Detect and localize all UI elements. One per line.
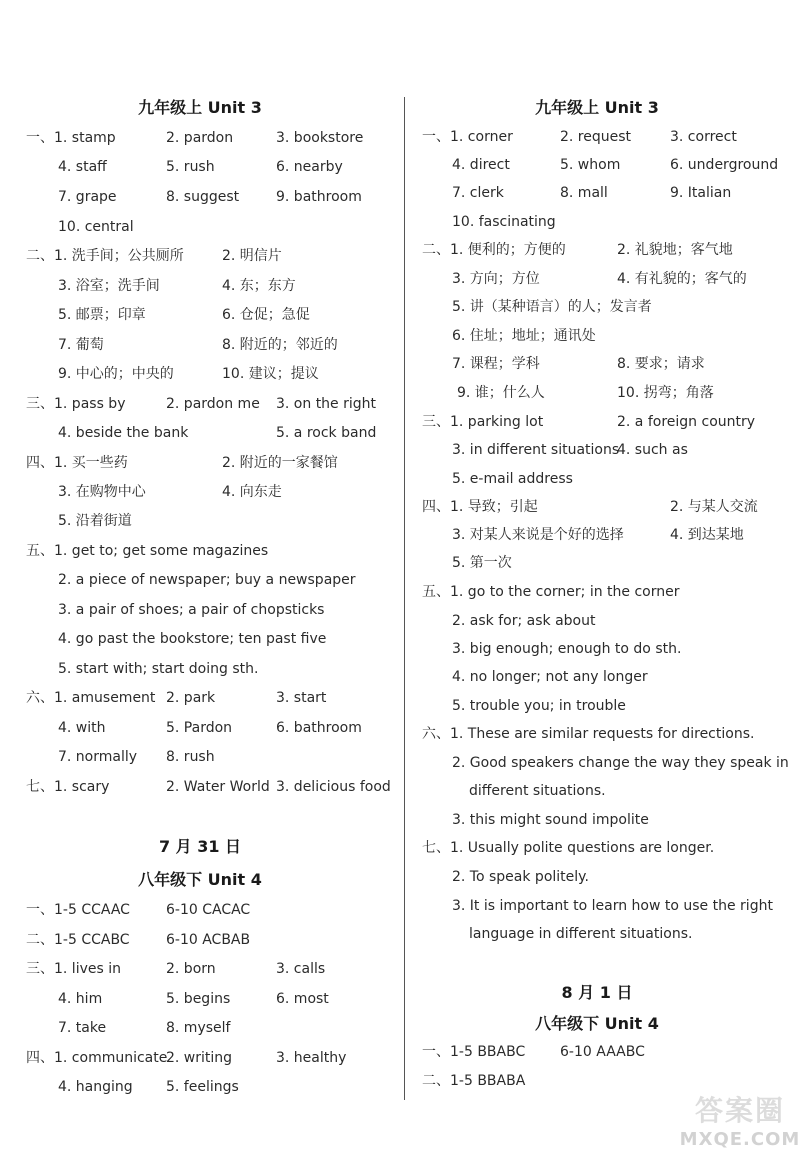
answer-item: 三、1. parking lot bbox=[422, 414, 544, 430]
answer-row bbox=[422, 1071, 525, 1091]
answer-row bbox=[0, 1048, 404, 1068]
answer-item: 2. pardon me bbox=[166, 396, 260, 412]
answer-row bbox=[0, 157, 404, 177]
answer-item: 2. To speak politely. bbox=[452, 869, 589, 885]
answer-item: 6. underground bbox=[670, 157, 779, 173]
answer-item: 一、1. stamp bbox=[26, 130, 116, 146]
answer-item: 7. grape bbox=[58, 189, 117, 205]
answer-item: 4. go past the bookstore; ten past five bbox=[58, 631, 327, 647]
answer-row bbox=[405, 1042, 810, 1062]
section-title: 九年级上 Unit 3 bbox=[138, 98, 262, 117]
answer-item: 2. Good speakers change the way they speak in bbox=[452, 755, 789, 771]
answer-row bbox=[0, 930, 404, 950]
answer-item: 2. 礼貌地；客气地 bbox=[617, 242, 733, 258]
answer-item: 8. 附近的；邻近的 bbox=[222, 337, 338, 353]
answer-item: 二、1-5 BBABA bbox=[422, 1073, 526, 1089]
answer-row bbox=[405, 354, 810, 374]
answer-item: 6-10 CACAC bbox=[166, 902, 251, 918]
section-title: 八年级下 Unit 4 bbox=[138, 870, 262, 889]
answer-row bbox=[0, 959, 404, 979]
answer-item: 3. correct bbox=[670, 129, 737, 145]
answer-item: 4. 东；东方 bbox=[222, 278, 296, 294]
answer-item: 4. with bbox=[58, 720, 106, 736]
answer-item: 四、1. 买一些药 bbox=[26, 455, 128, 471]
answer-item: 一、1. corner bbox=[422, 129, 513, 145]
answer-item: 五、1. go to the corner; in the corner bbox=[422, 584, 680, 600]
answer-item: 二、1-5 CCABC bbox=[26, 932, 130, 948]
answer-row bbox=[405, 440, 810, 460]
answer-item: 3. start bbox=[276, 690, 327, 706]
answer-row bbox=[58, 570, 356, 590]
answer-row bbox=[58, 511, 132, 531]
answer-item: 5. whom bbox=[560, 157, 621, 173]
answer-item: 6. bathroom bbox=[276, 720, 362, 736]
answer-row bbox=[405, 412, 810, 432]
date-title: 8 月 1 日 bbox=[561, 983, 633, 1002]
answer-row bbox=[0, 305, 404, 325]
answer-item: 4. 到达某地 bbox=[670, 527, 744, 543]
answer-item: 3. 浴室；洗手间 bbox=[58, 278, 160, 294]
answer-item: 4. beside the bank bbox=[58, 425, 189, 441]
answer-item: 3. bookstore bbox=[276, 130, 364, 146]
answer-item: 2. 与某人交流 bbox=[670, 499, 758, 515]
watermark-logo bbox=[676, 1094, 804, 1160]
answer-item: 6. most bbox=[276, 991, 329, 1007]
answer-item: 七、1. scary bbox=[26, 779, 110, 795]
answer-item: 3. It is important to learn how to use the right bbox=[452, 898, 773, 914]
answer-item: 2. a foreign country bbox=[617, 414, 756, 430]
answer-row bbox=[0, 423, 404, 443]
answer-item: 10. central bbox=[58, 219, 134, 235]
answer-row bbox=[0, 900, 404, 920]
answer-item: 2. Water World bbox=[166, 779, 270, 795]
answer-row bbox=[0, 1077, 404, 1097]
answer-row bbox=[0, 187, 404, 207]
answer-row bbox=[0, 777, 404, 797]
answer-row bbox=[452, 553, 512, 573]
answer-row bbox=[0, 718, 404, 738]
answer-row bbox=[452, 667, 648, 687]
answer-row bbox=[405, 269, 810, 289]
answer-item: different situations. bbox=[469, 783, 606, 799]
answer-row bbox=[452, 753, 789, 773]
answer-row bbox=[452, 326, 596, 346]
answer-item: 5. e-mail address bbox=[452, 471, 573, 487]
answer-item: 7. take bbox=[58, 1020, 107, 1036]
answer-item: 5. 讲（某种语言）的人；发言者 bbox=[452, 299, 652, 315]
answer-item: 3. healthy bbox=[276, 1050, 347, 1066]
answer-item: 5. a rock band bbox=[276, 425, 377, 441]
answer-item: 3. on the right bbox=[276, 396, 377, 412]
answer-item: 七、1. Usually polite questions are longer. bbox=[422, 840, 715, 856]
section-title: 九年级上 Unit 3 bbox=[535, 98, 659, 117]
answer-row bbox=[452, 639, 681, 659]
answer-row bbox=[405, 127, 810, 147]
answer-item: 5. begins bbox=[166, 991, 231, 1007]
answer-row bbox=[452, 611, 595, 631]
answer-item: 3. a pair of shoes; a pair of chopsticks bbox=[58, 602, 325, 618]
date-title: 7 月 31 日 bbox=[158, 837, 242, 856]
answer-item: 2. writing bbox=[166, 1050, 233, 1066]
answer-item: 6-10 ACBAB bbox=[166, 932, 251, 948]
answer-item: 3. 在购物中心 bbox=[58, 484, 146, 500]
answer-item: 5. 邮票；印章 bbox=[58, 307, 146, 323]
answer-item: 3. 对某人来说是个好的选择 bbox=[452, 527, 624, 543]
answer-item: language in different situations. bbox=[469, 926, 693, 942]
answer-item: 四、1. 导致；引起 bbox=[422, 499, 538, 515]
answer-item: 6. 住址；地址；通讯处 bbox=[452, 328, 596, 344]
answer-row bbox=[0, 482, 404, 502]
answer-row bbox=[405, 525, 810, 545]
answer-item: 二、1. 便利的；方便的 bbox=[422, 242, 566, 258]
answer-row bbox=[0, 688, 404, 708]
section-title: 八年级下 Unit 4 bbox=[535, 1014, 659, 1033]
answer-row bbox=[452, 696, 626, 716]
answer-item: 6. nearby bbox=[276, 159, 343, 175]
answer-item: 3. calls bbox=[276, 961, 326, 977]
answer-item: 4. direct bbox=[452, 157, 510, 173]
answer-item: 2. 附近的一家餐馆 bbox=[222, 455, 338, 471]
answer-row bbox=[405, 497, 810, 517]
answer-row bbox=[452, 810, 649, 830]
answer-item: 六、1. amusement bbox=[26, 690, 156, 706]
answer-item: 四、1. communicate bbox=[26, 1050, 168, 1066]
answer-row bbox=[422, 724, 754, 744]
answer-row bbox=[0, 394, 404, 414]
answer-item: 10. fascinating bbox=[452, 214, 556, 230]
answer-item: 5. start with; start doing sth. bbox=[58, 661, 259, 677]
answer-item: 2. born bbox=[166, 961, 216, 977]
answer-item: 3. in different situations bbox=[452, 442, 620, 458]
answer-row bbox=[422, 838, 714, 858]
answer-row bbox=[0, 335, 404, 355]
answer-item: 4. him bbox=[58, 991, 103, 1007]
answer-row bbox=[405, 183, 810, 203]
answer-item: 4. no longer; not any longer bbox=[452, 669, 648, 685]
answer-item: 8. 要求；请求 bbox=[617, 356, 705, 372]
answer-item: 6. 仓促；急促 bbox=[222, 307, 310, 323]
watermark-text: 答案圈 bbox=[694, 1094, 785, 1127]
answer-item: 2. park bbox=[166, 690, 216, 706]
answer-item: 4. hanging bbox=[58, 1079, 133, 1095]
answer-item: 2. request bbox=[560, 129, 632, 145]
answer-row bbox=[469, 781, 606, 801]
answer-item: 9. 谁；什么人 bbox=[457, 385, 545, 401]
answer-item: 8. mall bbox=[560, 185, 608, 201]
watermark-url: MXQE.COM bbox=[679, 1129, 801, 1150]
answer-row bbox=[0, 747, 404, 767]
answer-row bbox=[452, 469, 573, 489]
answer-item: 5. 第一次 bbox=[452, 555, 512, 571]
answer-row bbox=[26, 541, 268, 561]
answer-item: 3. delicious food bbox=[276, 779, 391, 795]
answer-item: 4. such as bbox=[617, 442, 688, 458]
answer-item: 3. 方向；方位 bbox=[452, 271, 540, 287]
answer-item: 2. 明信片 bbox=[222, 248, 282, 264]
answer-row bbox=[58, 600, 324, 620]
answer-row bbox=[58, 659, 258, 679]
answer-item: 二、1. 洗手间；公共厕所 bbox=[26, 248, 184, 264]
answer-row bbox=[469, 924, 692, 944]
answer-item: 4. 有礼貌的；客气的 bbox=[617, 271, 747, 287]
answer-item: 5. rush bbox=[166, 159, 215, 175]
answer-item: 9. Italian bbox=[670, 185, 732, 201]
answer-item: 一、1-5 BBABC bbox=[422, 1044, 526, 1060]
answer-row bbox=[0, 246, 404, 266]
answer-item: 4. 向东走 bbox=[222, 484, 282, 500]
answer-row bbox=[452, 896, 773, 916]
answer-item: 一、1-5 CCAAC bbox=[26, 902, 130, 918]
answer-item: 7. 葡萄 bbox=[58, 337, 104, 353]
answer-item: 8. myself bbox=[166, 1020, 231, 1036]
answer-row bbox=[0, 128, 404, 148]
answer-item: 8. suggest bbox=[166, 189, 240, 205]
answer-item: 5. 沿着街道 bbox=[58, 513, 132, 529]
answer-row bbox=[58, 217, 134, 237]
answer-row bbox=[452, 212, 556, 232]
answer-item: 5. feelings bbox=[166, 1079, 239, 1095]
answer-item: 5. Pardon bbox=[166, 720, 233, 736]
answer-item: 6-10 AAABC bbox=[560, 1044, 645, 1060]
answer-item: 7. 课程；学科 bbox=[452, 356, 540, 372]
answer-item: 10. 建议；提议 bbox=[222, 366, 319, 382]
answer-row bbox=[452, 867, 589, 887]
answer-row bbox=[58, 629, 326, 649]
answer-row bbox=[422, 582, 679, 602]
answer-row bbox=[405, 240, 810, 260]
answer-row bbox=[452, 297, 652, 317]
answer-item: 9. 中心的；中央的 bbox=[58, 366, 174, 382]
answer-row bbox=[405, 383, 810, 403]
answer-item: 三、1. lives in bbox=[26, 961, 121, 977]
answer-item: 2. a piece of newspaper; buy a newspaper bbox=[58, 572, 356, 588]
answer-item: 4. staff bbox=[58, 159, 107, 175]
answer-item: 10. 拐弯；角落 bbox=[617, 385, 714, 401]
answer-row bbox=[0, 276, 404, 296]
answer-item: 2. ask for; ask about bbox=[452, 613, 596, 629]
answer-row bbox=[0, 1018, 404, 1038]
answer-row bbox=[0, 453, 404, 473]
answer-item: 5. trouble you; in trouble bbox=[452, 698, 626, 714]
answer-item: 8. rush bbox=[166, 749, 215, 765]
answer-row bbox=[405, 155, 810, 175]
answer-item: 五、1. get to; get some magazines bbox=[26, 543, 269, 559]
answer-item: 9. bathroom bbox=[276, 189, 362, 205]
answer-item: 7. clerk bbox=[452, 185, 504, 201]
answer-item: 2. pardon bbox=[166, 130, 234, 146]
answer-item: 3. big enough; enough to do sth. bbox=[452, 641, 682, 657]
answer-item: 3. this might sound impolite bbox=[452, 812, 649, 828]
answer-item: 7. normally bbox=[58, 749, 138, 765]
answer-item: 三、1. pass by bbox=[26, 396, 126, 412]
answer-row bbox=[0, 364, 404, 384]
answer-row bbox=[0, 989, 404, 1009]
answer-item: 六、1. These are similar requests for directions. bbox=[422, 726, 755, 742]
